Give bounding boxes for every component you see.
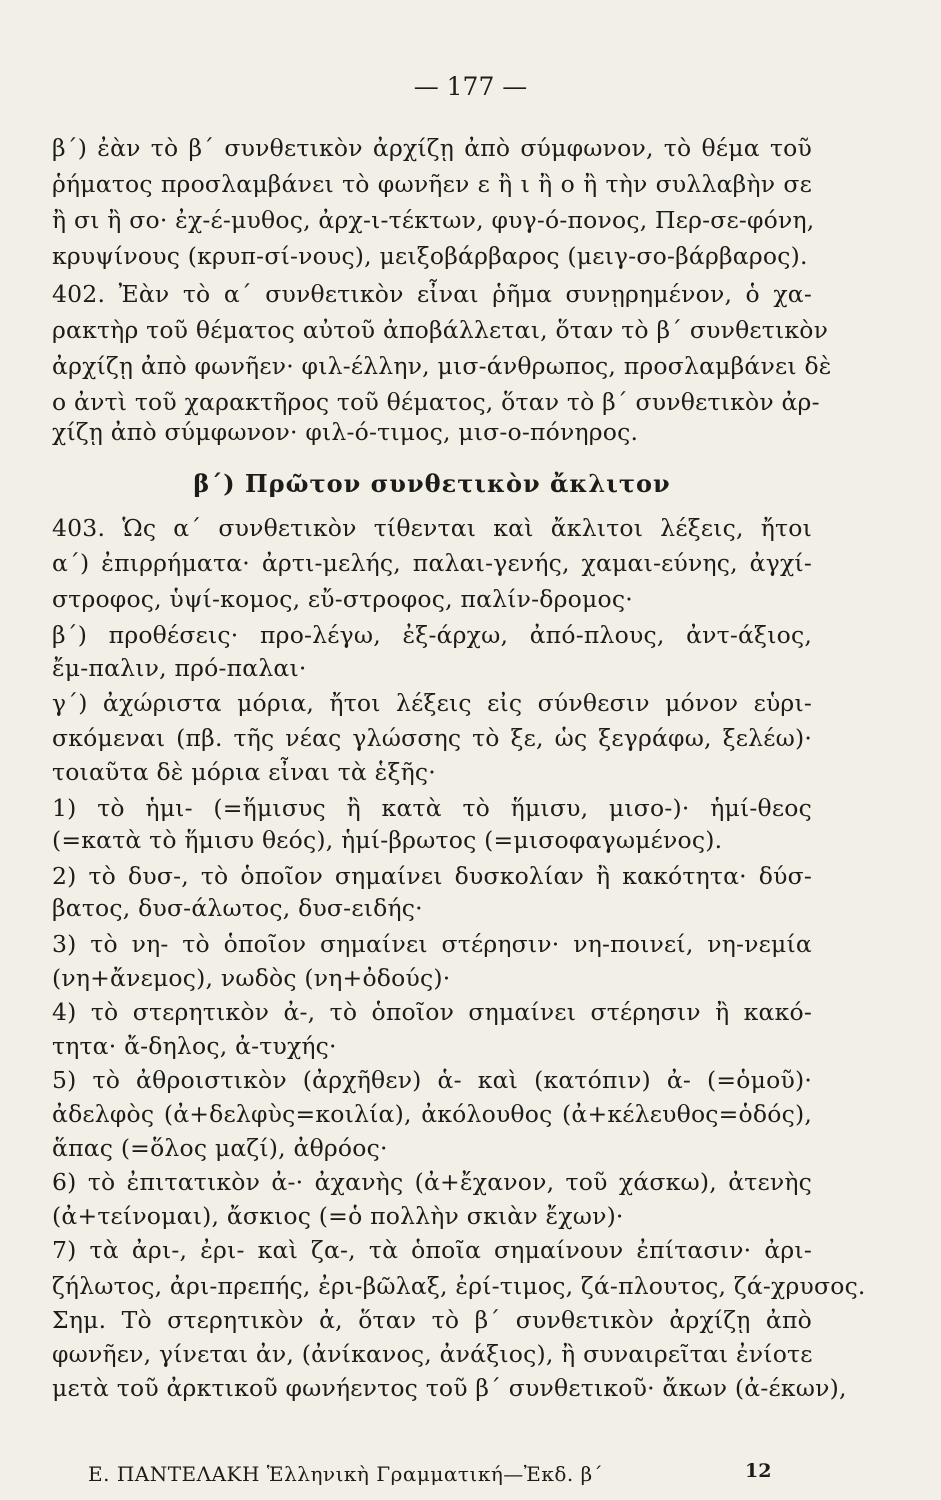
text-line: τητα· ἄ-δηλος, ἀ-τυχής· (52, 1032, 337, 1060)
text-line: α΄) ἐπιρρήματα· ἀρτι-μελής, παλαι-γενής, χαμαι-εύνης, ἀγχί- (52, 549, 812, 577)
paragraph-403-line: 403. Ὡς α΄ συνθετικὸν τίθενται καὶ ἄκλιτοι λέξεις, ἤτοι (52, 514, 812, 542)
text-line: ζήλωτος, ἀρι-πρεπής, ἐρι-βῶλαξ, ἐρί-τιμος, ζά-πλουτος, ζά-χρυσος. (52, 1272, 866, 1300)
text-line: 4) τὸ στερητικὸν ἀ-, τὸ ὁποῖον σημαίνει στέρησιν ἢ κακό- (52, 998, 812, 1026)
page-number: — 177 — (413, 72, 528, 101)
text-line: ο ἀντὶ τοῦ χαρακτῆρος τοῦ θέματος, ὅταν τὸ β΄ συνθετικὸν ἀρ- (52, 388, 820, 416)
text-line: ἀδελφὸς (ἀ+δελφὺς=κοιλία), ἀκόλουθος (ἀ+κέλευθος=ὁδός), (52, 1100, 812, 1128)
paragraph-402-line: 402. Ἐὰν τὸ α΄ συνθετικὸν εἶναι ῥῆμα συνῃρημένον, ὁ χα- (52, 280, 812, 308)
section-heading: β΄) Πρῶτον συνθετικὸν ἄκλιτον (193, 469, 671, 498)
text-line: 5) τὸ ἀθροιστικὸν (ἀρχῆθεν) ἁ- καὶ (κατόπιν) ἀ- (=ὁμοῦ)· (52, 1066, 812, 1094)
text-line: ῥήματος προσλαμβάνει τὸ φωνῆεν ε ἢ ι ἢ ο ἢ τὴν συλλαβὴν σε (52, 170, 812, 198)
text-line: ἅπας (=ὅλος μαζί), ἀθρόος· (52, 1134, 388, 1162)
text-line: σκόμεναι (πβ. τῆς νέας γλώσσης τὸ ξε, ὡς ξεγράφω, ξελέω)· (52, 724, 812, 752)
text-line: κρυψίνους (κρυπ-σί-νους), μειξοβάρβαρος (μειγ-σο-βάρβαρος). (52, 242, 808, 270)
signature-footer: Ε. ΠΑΝΤΕΛΑΚΗ Ἑλληνικὴ Γραμματική—Ἐκδ. β΄ (88, 1462, 604, 1486)
text-line: χίζῃ ἀπὸ σύμφωνον· φιλ-ό-τιμος, μισ-ο-πόνηρος. (52, 418, 639, 446)
text-line: 2) τὸ δυσ-, τὸ ὁποῖον σημαίνει δυσκολίαν ἢ κακότητα· δύσ- (52, 862, 812, 890)
text-line: γ΄) ἀχώριστα μόρια, ἤτοι λέξεις εἰς σύνθεσιν μόνον εὑρι- (52, 689, 812, 717)
text-line: ἀρχίζῃ ἀπὸ φωνῆεν· φιλ-έλλην, μισ-άνθρωπος, προσλαμβάνει δὲ (52, 352, 832, 380)
text-line: (ἀ+τείνομαι), ἄσκιος (=ὁ πολλὴν σκιὰν ἔχων)· (52, 1202, 624, 1230)
text-line: ἢ σι ἢ σο· ἐχ-έ-μυθος, ἀρχ-ι-τέκτων, φυγ-ό-πονος, Περ-σε-φόνη, (52, 206, 815, 234)
text-line: τοιαῦτα δὲ μόρια εἶναι τὰ ἑξῆς· (52, 758, 436, 786)
text-line: 6) τὸ ἐπιτατικὸν ἀ-· ἀχανὴς (ἀ+ἔχανον, τοῦ χάσκω), ἀτενὴς (52, 1168, 812, 1196)
text-line: β΄) ἐὰν τὸ β΄ συνθετικὸν ἀρχίζῃ ἀπὸ σύμφωνον, τὸ θέμα τοῦ (52, 134, 812, 162)
text-line: 7) τὰ ἀρι-, ἐρι- καὶ ζα-, τὰ ὁποῖα σημαίνουν ἐπίτασιν· ἀρι- (52, 1236, 812, 1264)
text-line: στροφος, ὑψί-κομος, εὔ-στροφος, παλίν-δρομος· (52, 585, 633, 613)
text-line: β΄) προθέσεις· προ-λέγω, ἐξ-άρχω, ἀπό-πλους, ἀντ-άξιος, (52, 621, 812, 649)
text-line: (=κατὰ τὸ ἥμισυ θεός), ἡμί-βρωτος (=μισοφαγωμένος). (52, 826, 723, 854)
note-line: Σημ. Τὸ στερητικὸν ἀ, ὅταν τὸ β΄ συνθετικὸν ἀρχίζῃ ἀπὸ (52, 1306, 812, 1334)
text-line: φωνῆεν, γίνεται ἀν, (ἀνίκανος, ἀνάξιος), ἢ συναιρεῖται ἐνίοτε (52, 1340, 813, 1368)
text-line: ἔμ-παλιν, πρό-παλαι· (52, 654, 307, 682)
text-line: 3) τὸ νη- τὸ ὁποῖον σημαίνει στέρησιν· νη-ποινεί, νη-νεμία (52, 930, 812, 958)
text-line: μετὰ τοῦ ἀρκτικοῦ φωνήεντος τοῦ β΄ συνθετικοῦ· ἄκων (ἀ-έκων), (52, 1374, 847, 1402)
signature-number: 12 (745, 1460, 772, 1482)
text-line: 1) τὸ ἡμι- (=ἥμισυς ἢ κατὰ τὸ ἥμισυ, μισο-)· ἡμί-θεος (52, 794, 812, 822)
text-line: (νη+ἄνεμος), νωδὸς (νη+ὀδούς)· (52, 964, 451, 992)
text-line: βατος, δυσ-άλωτος, δυσ-ειδής· (52, 894, 423, 922)
text-line: ρακτὴρ τοῦ θέματος αὐτοῦ ἀποβάλλεται, ὅταν τὸ β΄ συνθετικὸν (52, 316, 829, 344)
